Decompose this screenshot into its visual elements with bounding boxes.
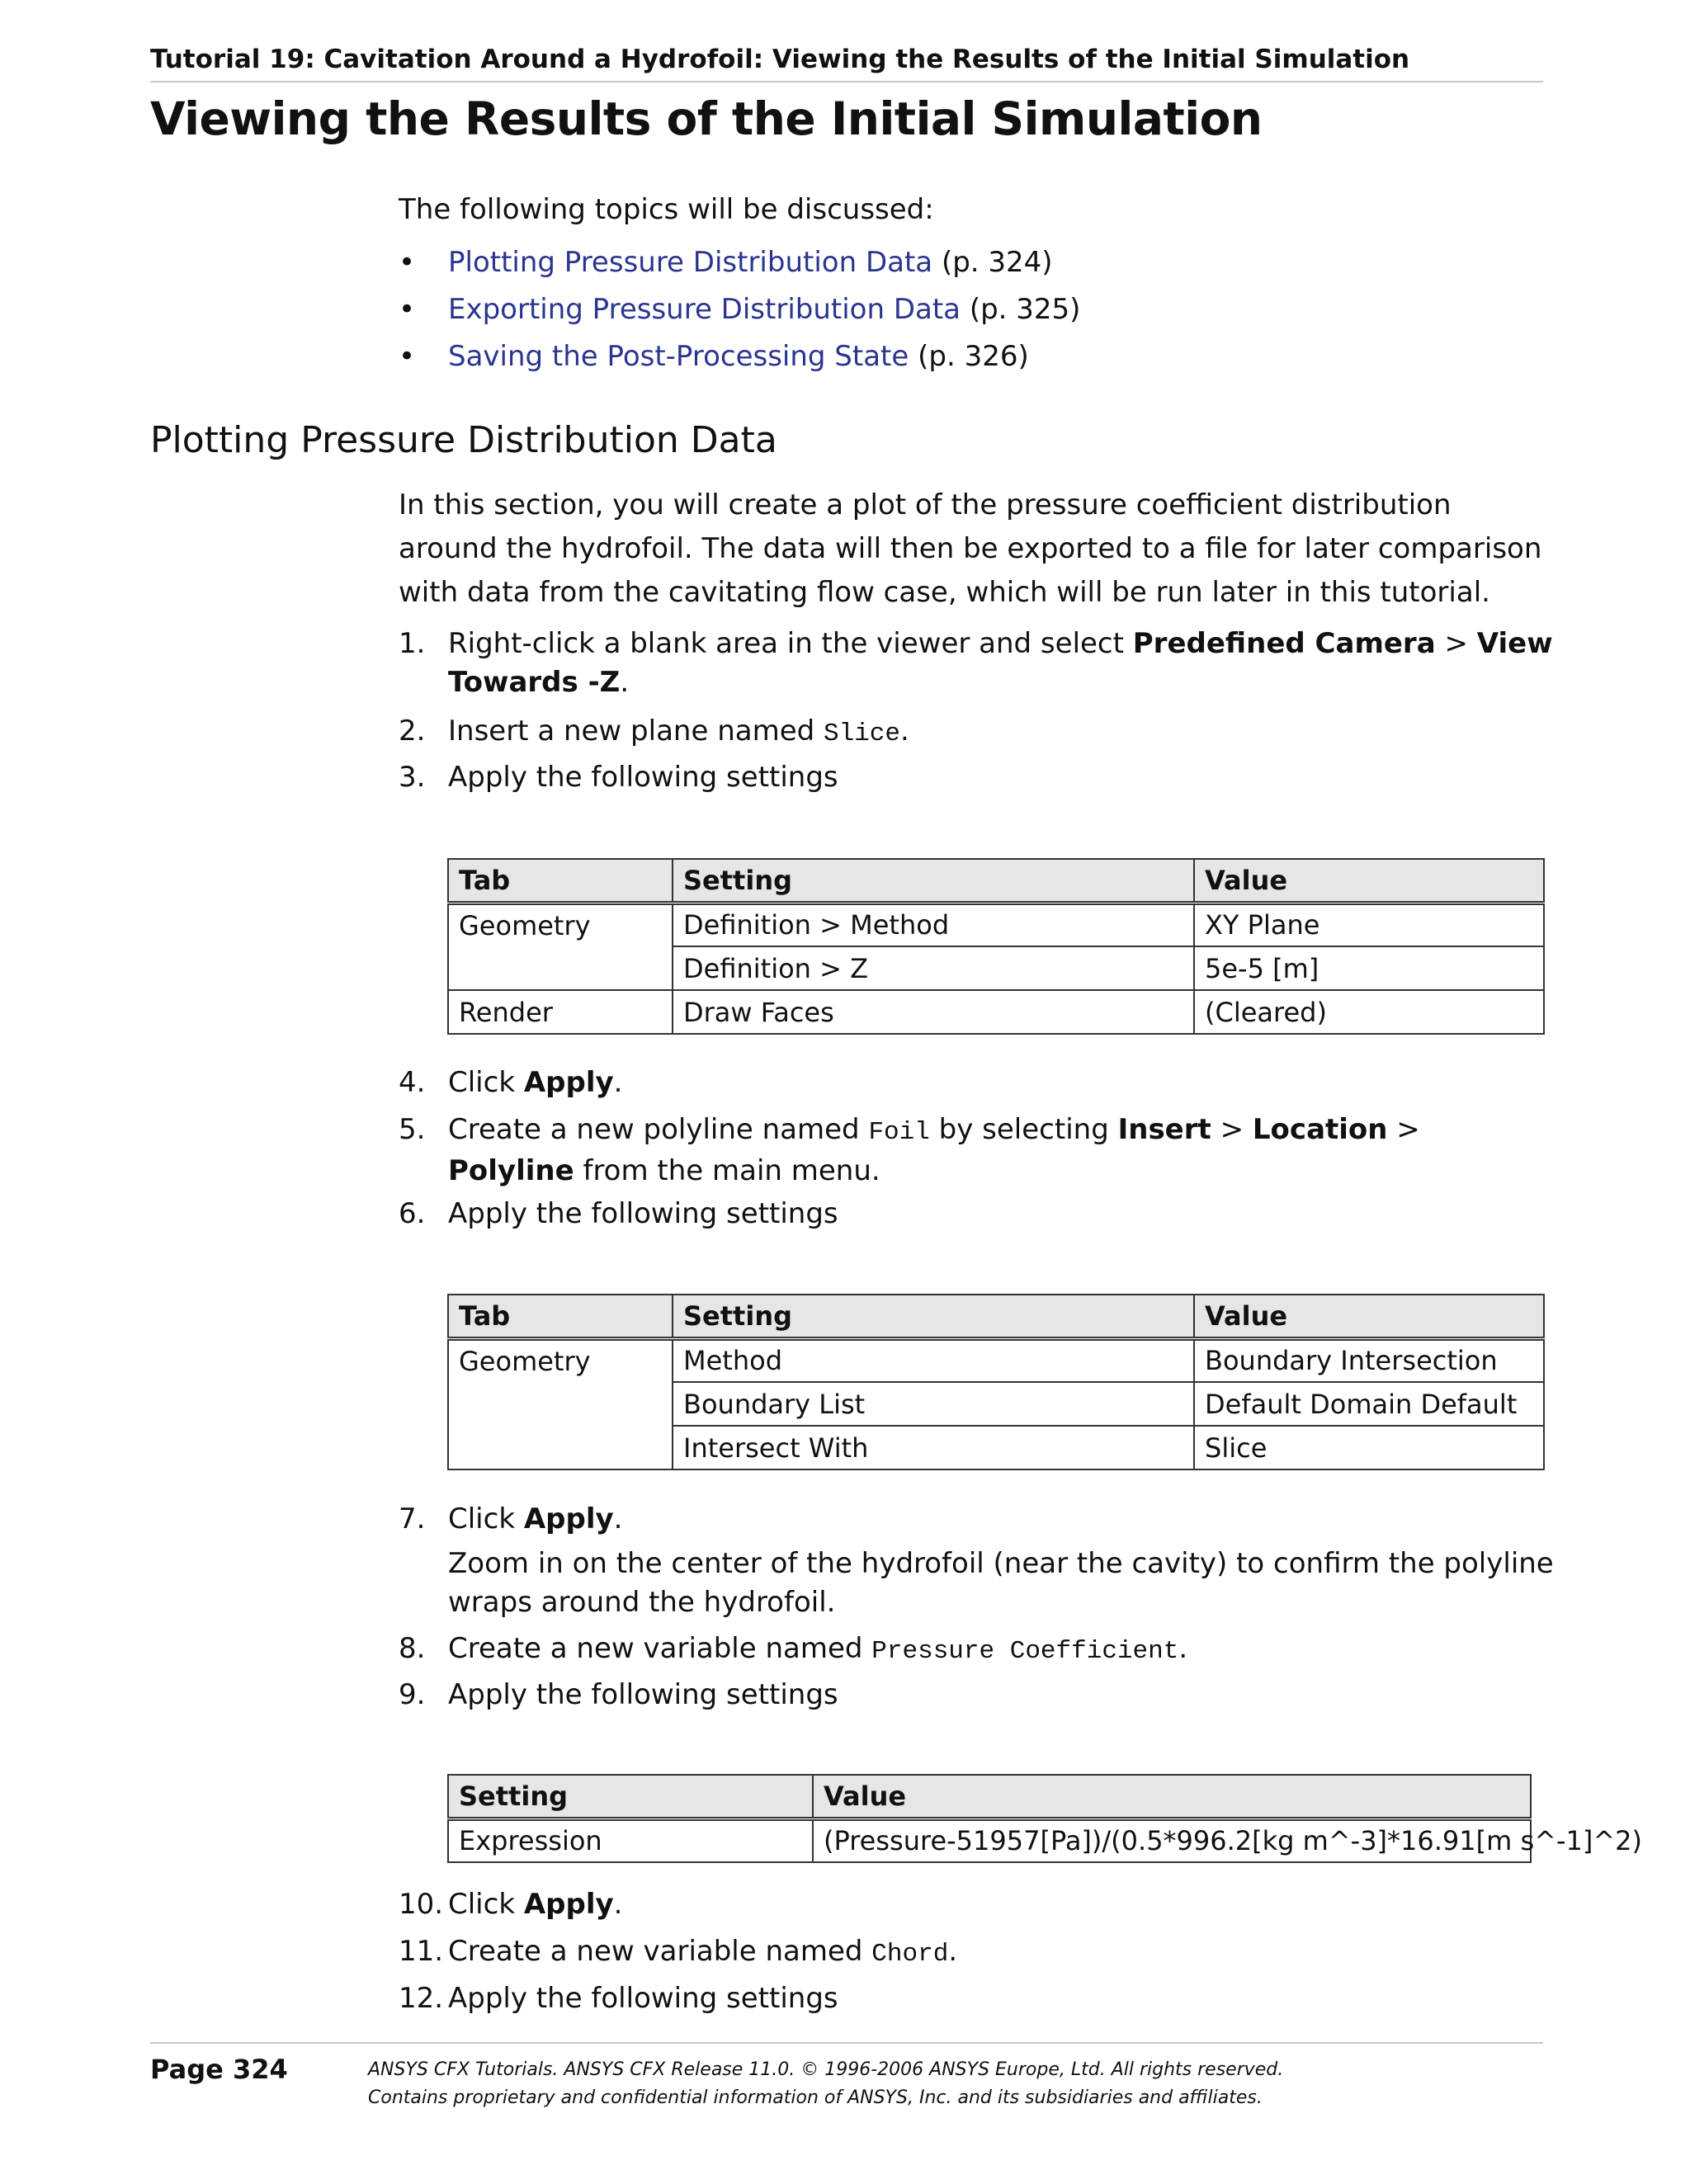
code-literal: Chord xyxy=(871,1940,949,1969)
table-header: Value xyxy=(1194,1295,1544,1338)
table-header: Tab xyxy=(448,1295,673,1338)
step-text: Create a new variable named Pressure Coefficient. xyxy=(448,1632,1188,1666)
table-cell: 5e-5 [m] xyxy=(1194,946,1544,990)
step-text: Apply the following settings xyxy=(448,1678,838,1711)
table-header: Setting xyxy=(673,859,1194,903)
step-text: Apply the following settings xyxy=(448,1197,838,1230)
code-literal: Pressure Coefficient xyxy=(871,1637,1179,1666)
step-9 xyxy=(399,1676,1554,1715)
page-number: Page 324 xyxy=(150,2054,288,2085)
step-text: Click Apply. xyxy=(448,1502,623,1535)
step-number: 12. xyxy=(399,1982,444,2015)
step-text: Create a new variable named Chord. xyxy=(448,1935,958,1969)
intro-text: The following topics will be discussed: xyxy=(399,193,934,226)
table-cell: Geometry xyxy=(448,1338,673,1469)
footer-line-2: Contains proprietary and confidential information of ANSYS, Inc. and its subsidiaries and affiliates. xyxy=(368,2087,1263,2108)
section-heading: Plotting Pressure Distribution Data xyxy=(150,419,777,461)
section-paragraph: In this section, you will create a plot of the pressure coefficient distribution around the hydrofoil. The data will then be exported to a file for later comparison with data from the cavitating flow case, which will be run later in this tutorial. xyxy=(399,488,1542,609)
step-text: Apply the following settings xyxy=(448,1982,838,2015)
running-header: Tutorial 19: Cavitation Around a Hydrofoil: Viewing the Results of the Initial Simulation xyxy=(150,43,1543,83)
table-row xyxy=(448,1338,1544,1382)
table-header: Setting xyxy=(673,1295,1194,1338)
table-header: Value xyxy=(1194,859,1544,903)
table-cell: Render xyxy=(448,990,673,1034)
settings-table-polyline xyxy=(447,1294,1545,1470)
step-number: 3. xyxy=(399,761,426,794)
table-cell: Boundary Intersection xyxy=(1194,1338,1544,1382)
table-cell: Expression xyxy=(448,1818,813,1862)
step-7-note: Zoom in on the center of the hydrofoil (near the cavity) to confirm the polyline wraps around the hydrofoil. xyxy=(448,1547,1554,1619)
table-header: Value xyxy=(813,1775,1531,1818)
step-11 xyxy=(399,1932,1554,1974)
step-4 xyxy=(399,1064,1554,1102)
table-cell: (Cleared) xyxy=(1194,990,1544,1034)
table-cell: Definition > Z xyxy=(673,946,1194,990)
table-cell: Default Domain Default xyxy=(1194,1382,1544,1426)
table-header: Tab xyxy=(448,859,673,903)
step-number: 5. xyxy=(399,1113,426,1146)
step-1 xyxy=(399,625,1554,702)
table-cell: Method xyxy=(673,1338,1194,1382)
step-number: 8. xyxy=(399,1632,426,1665)
step-10 xyxy=(399,1885,1554,1924)
code-literal: Slice xyxy=(824,719,901,748)
footer-divider xyxy=(150,2042,1543,2044)
topic-item xyxy=(399,239,1080,286)
step-number: 9. xyxy=(399,1678,426,1711)
page-title: Viewing the Results of the Initial Simulation xyxy=(150,92,1263,145)
table-header: Setting xyxy=(448,1775,813,1818)
step-text: Right-click a blank area in the viewer and select Predefined Camera > View Towards -Z. xyxy=(448,627,1553,699)
step-number: 7. xyxy=(399,1502,426,1535)
table-row xyxy=(448,1818,1531,1862)
step-7 xyxy=(399,1500,1554,1539)
step-12 xyxy=(399,1979,1554,2018)
step-text: Create a new polyline named Foil by selecting Insert > Location > Polyline from the main menu. xyxy=(448,1113,1420,1187)
step-number: 6. xyxy=(399,1197,426,1230)
step-6 xyxy=(399,1195,1554,1234)
table-row xyxy=(448,903,1544,946)
topic-link-exporting[interactable]: Exporting Pressure Distribution Data xyxy=(448,293,961,326)
table-cell: Draw Faces xyxy=(673,990,1194,1034)
topic-page-ref: (p. 324) xyxy=(941,246,1053,279)
topic-list xyxy=(399,239,1080,380)
code-literal: Foil xyxy=(868,1118,930,1147)
step-5 xyxy=(399,1111,1554,1191)
table-cell: (Pressure-51957[Pa])/(0.5*996.2[kg m^-3]*16.91[m s^-1]^2) xyxy=(813,1818,1531,1862)
step-text: Click Apply. xyxy=(448,1888,623,1921)
step-3 xyxy=(399,758,1554,797)
table-cell: Intersect With xyxy=(673,1426,1194,1469)
table-cell: Slice xyxy=(1194,1426,1544,1469)
step-number: 1. xyxy=(399,627,426,660)
topic-item xyxy=(399,286,1080,333)
footer-line-1: ANSYS CFX Tutorials. ANSYS CFX Release 11.0. © 1996-2006 ANSYS Europe, Ltd. All rights reserved. xyxy=(368,2059,1284,2080)
topic-item xyxy=(399,333,1080,380)
step-2 xyxy=(399,712,1554,753)
table-cell: Geometry xyxy=(448,903,673,990)
table-cell: Boundary List xyxy=(673,1382,1194,1426)
topic-page-ref: (p. 326) xyxy=(918,340,1029,373)
topic-link-saving[interactable]: Saving the Post-Processing State xyxy=(448,340,909,373)
step-text: Insert a new plane named Slice. xyxy=(448,715,909,748)
settings-table-slice xyxy=(447,858,1545,1035)
table-cell: Definition > Method xyxy=(673,903,1194,946)
step-number: 10. xyxy=(399,1888,444,1921)
step-text: Click Apply. xyxy=(448,1066,623,1099)
table-row xyxy=(448,990,1544,1034)
step-number: 11. xyxy=(399,1935,444,1968)
topic-link-plotting[interactable]: Plotting Pressure Distribution Data xyxy=(448,246,933,279)
topic-page-ref: (p. 325) xyxy=(969,293,1081,326)
step-number: 4. xyxy=(399,1066,426,1099)
step-number: 2. xyxy=(399,715,426,748)
step-text: Apply the following settings xyxy=(448,761,838,794)
table-cell: XY Plane xyxy=(1194,903,1544,946)
step-8 xyxy=(399,1630,1554,1671)
settings-table-expression xyxy=(447,1774,1642,1863)
footer-copyright xyxy=(368,2056,1283,2112)
